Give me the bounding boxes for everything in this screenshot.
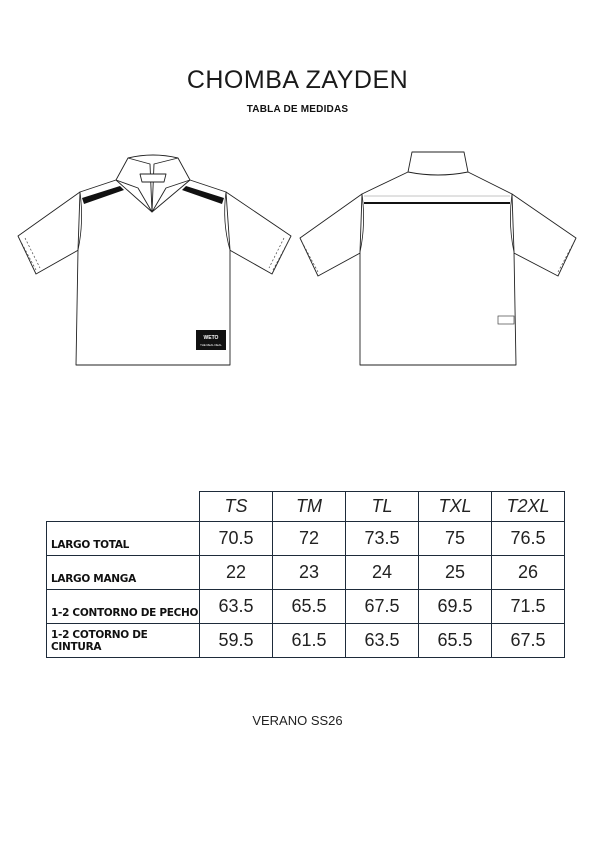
table-cell: 67.5 bbox=[492, 624, 565, 658]
size-header-ts: TS bbox=[200, 492, 273, 522]
table-row bbox=[47, 522, 565, 556]
table-cell: 72 bbox=[273, 522, 346, 556]
table-cell: 59.5 bbox=[200, 624, 273, 658]
table-cell: 24 bbox=[346, 556, 419, 590]
table-row bbox=[47, 590, 565, 624]
table-cell: 65.5 bbox=[273, 590, 346, 624]
row-label-largo-manga: LARGO MANGA bbox=[47, 556, 200, 590]
row-label-contorno-pecho: 1-2 CONTORNO DE PECHO bbox=[47, 590, 200, 624]
size-chart-table bbox=[46, 491, 565, 658]
table-cell: 25 bbox=[419, 556, 492, 590]
table-cell: 63.5 bbox=[200, 590, 273, 624]
shirt-back-sketch bbox=[298, 148, 580, 372]
table-row bbox=[47, 556, 565, 590]
table-cell: 69.5 bbox=[419, 590, 492, 624]
size-header-tl: TL bbox=[346, 492, 419, 522]
table-corner bbox=[47, 492, 200, 522]
size-header-tm: TM bbox=[273, 492, 346, 522]
table-row bbox=[47, 624, 565, 658]
row-label-largo-total: LARGO TOTAL bbox=[47, 522, 200, 556]
table-cell: 61.5 bbox=[273, 624, 346, 658]
table-cell: 71.5 bbox=[492, 590, 565, 624]
table-cell: 67.5 bbox=[346, 590, 419, 624]
table-cell: 23 bbox=[273, 556, 346, 590]
table-cell: 63.5 bbox=[346, 624, 419, 658]
season-footer: VERANO SS26 bbox=[252, 713, 343, 728]
table-cell: 70.5 bbox=[200, 522, 273, 556]
table-cell: 73.5 bbox=[346, 522, 419, 556]
shirt-front-sketch bbox=[14, 150, 296, 372]
table-cell: 76.5 bbox=[492, 522, 565, 556]
size-header-row bbox=[47, 492, 565, 522]
document-subtitle: TABLA DE MEDIDAS bbox=[246, 104, 349, 115]
table-cell: 22 bbox=[200, 556, 273, 590]
size-header-t2xl: T2XL bbox=[492, 492, 565, 522]
front-label-text: WETO bbox=[203, 335, 219, 341]
size-header-txl: TXL bbox=[419, 492, 492, 522]
document-title: CHOMBA ZAYDEN bbox=[186, 66, 409, 94]
table-cell: 65.5 bbox=[419, 624, 492, 658]
table-cell: 26 bbox=[492, 556, 565, 590]
table-cell: 75 bbox=[419, 522, 492, 556]
row-label-contorno-cintura: 1-2 COTORNO DE CINTURA bbox=[47, 624, 200, 658]
front-label-subtext: THE REAL DEAL bbox=[200, 343, 222, 347]
